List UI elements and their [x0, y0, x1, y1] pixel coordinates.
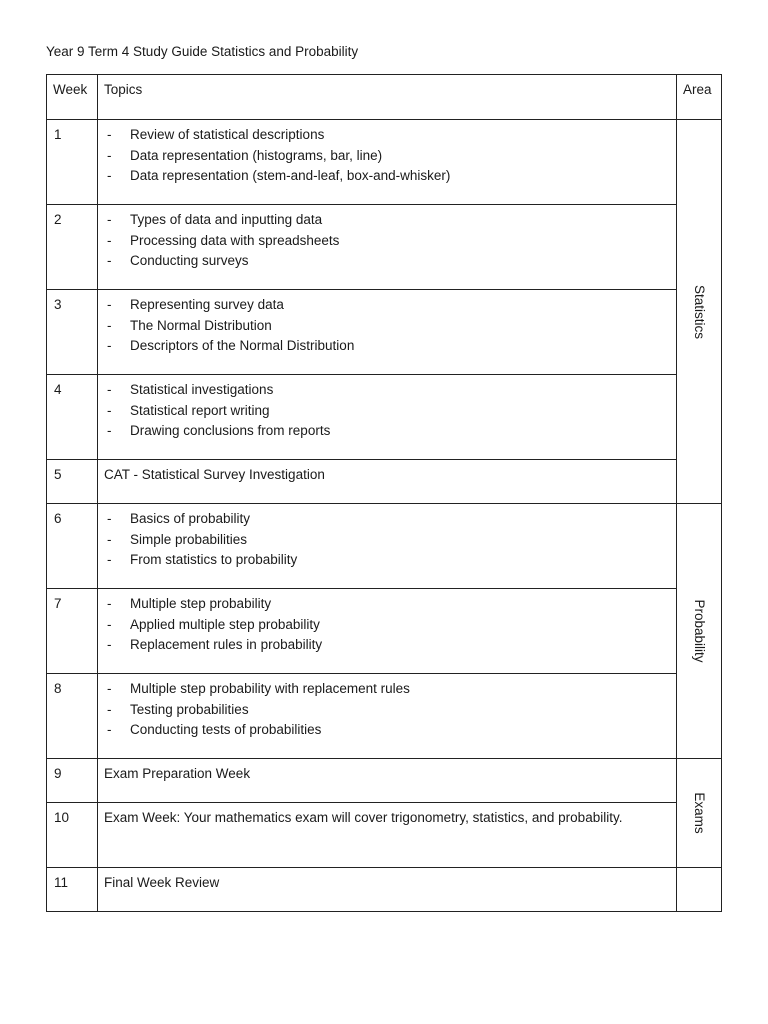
- area-label-exams: Exams: [692, 792, 707, 834]
- week-number: 1: [47, 120, 98, 205]
- topics-cell: [98, 589, 677, 674]
- topics-cell: Exam Week: Your mathematics exam will cover trigonometry, statistics, and probability.: [98, 803, 677, 868]
- bullet-dash: -: [107, 147, 112, 163]
- topic-text: Statistical investigations: [130, 382, 274, 397]
- topic-item: [104, 720, 670, 741]
- bullet-dash: -: [107, 531, 112, 547]
- topics-cell: [98, 120, 677, 205]
- topic-text: Conducting surveys: [130, 253, 249, 268]
- topic-text: From statistics to probability: [130, 552, 298, 567]
- table-row: [47, 674, 722, 759]
- topic-list: [104, 509, 670, 571]
- topics-cell: [98, 674, 677, 759]
- topic-item: [104, 421, 670, 442]
- bullet-dash: -: [107, 552, 112, 567]
- topic-list: [104, 679, 670, 741]
- week-number: 9: [47, 759, 98, 803]
- page-title: Year 9 Term 4 Study Guide Statistics and Probability: [46, 44, 359, 59]
- table-row: [47, 375, 722, 460]
- table-row: [47, 205, 722, 290]
- week-number: 4: [47, 375, 98, 460]
- topic-item: [104, 401, 670, 422]
- topic-item: [104, 550, 670, 571]
- topic-text: Simple probabilities: [130, 531, 248, 547]
- topic-item: [104, 700, 670, 721]
- header-topics: Topics: [98, 75, 677, 120]
- topic-text: Multiple step probability with replacement rules: [130, 681, 410, 696]
- topic-item: [104, 679, 670, 700]
- bullet-dash: -: [107, 127, 112, 142]
- topic-item: [104, 166, 670, 187]
- week-number: 7: [47, 589, 98, 674]
- table-row: [47, 460, 722, 504]
- topic-text: Conducting tests of probabilities: [130, 722, 322, 737]
- topics-cell: [98, 290, 677, 375]
- topics-cell: [98, 205, 677, 290]
- topics-cell: CAT - Statistical Survey Investigation: [98, 460, 677, 504]
- topic-list: [104, 594, 670, 656]
- table-row: [47, 290, 722, 375]
- header-area: Area: [677, 75, 722, 120]
- area-label-statistics: Statistics: [692, 284, 707, 339]
- bullet-dash: -: [107, 297, 112, 312]
- table-row: [47, 120, 722, 205]
- topic-text: The Normal Distribution: [130, 317, 272, 333]
- bullet-dash: -: [107, 168, 112, 183]
- bullet-dash: -: [107, 511, 112, 526]
- bullet-dash: -: [107, 212, 112, 227]
- topic-text: Data representation (histograms, bar, line): [130, 147, 383, 163]
- topic-item: [104, 615, 670, 636]
- bullet-dash: -: [107, 722, 112, 737]
- week-number: 5: [47, 460, 98, 504]
- area-cell-exams: [677, 759, 722, 868]
- topic-text: Testing probabilities: [130, 701, 249, 717]
- topic-list: [104, 125, 670, 187]
- bullet-dash: -: [107, 338, 112, 353]
- bullet-dash: -: [107, 253, 112, 268]
- topic-text: Data representation (stem-and-leaf, box-and-whisker): [130, 168, 451, 183]
- topic-list: [104, 380, 670, 442]
- topic-text: Drawing conclusions from reports: [130, 423, 331, 438]
- table-header-row: [47, 75, 722, 120]
- table-row: [47, 803, 722, 868]
- topic-text: Descriptors of the Normal Distribution: [130, 338, 355, 353]
- topic-item: [104, 231, 670, 252]
- bullet-dash: -: [107, 681, 112, 696]
- topic-item: [104, 295, 670, 316]
- bullet-dash: -: [107, 232, 112, 248]
- topic-item: [104, 251, 670, 272]
- table-row: [47, 589, 722, 674]
- topic-item: [104, 530, 670, 551]
- topic-list: [104, 210, 670, 272]
- topic-item: [104, 316, 670, 337]
- bullet-dash: -: [107, 637, 112, 652]
- bullet-dash: -: [107, 317, 112, 333]
- bullet-dash: -: [107, 423, 112, 438]
- topics-cell: Final Week Review: [98, 868, 677, 912]
- topic-item: [104, 146, 670, 167]
- topic-item: [104, 336, 670, 357]
- topic-text: Multiple step probability: [130, 596, 272, 611]
- bullet-dash: -: [107, 596, 112, 611]
- bullet-dash: -: [107, 382, 112, 397]
- topic-item: [104, 210, 670, 231]
- week-number: 10: [47, 803, 98, 868]
- bullet-dash: -: [107, 616, 112, 632]
- topic-item: [104, 125, 670, 146]
- study-guide-table: [46, 74, 722, 912]
- week-number: 2: [47, 205, 98, 290]
- topic-text: Applied multiple step probability: [130, 616, 320, 632]
- week-number: 3: [47, 290, 98, 375]
- topic-text: Basics of probability: [130, 511, 251, 526]
- topics-cell: Exam Preparation Week: [98, 759, 677, 803]
- topics-cell: [98, 375, 677, 460]
- area-label-probability: Probability: [692, 599, 707, 663]
- area-cell-probability: [677, 504, 722, 759]
- header-week: Week: [47, 75, 98, 120]
- area-cell-statistics: [677, 120, 722, 504]
- topic-list: [104, 295, 670, 357]
- topic-text: Representing survey data: [130, 297, 284, 312]
- table-row: [47, 868, 722, 912]
- topics-cell: [98, 504, 677, 589]
- topic-text: Types of data and inputting data: [130, 212, 323, 227]
- topic-item: [104, 380, 670, 401]
- table-row: [47, 759, 722, 803]
- topic-item: [104, 635, 670, 656]
- topic-text: Replacement rules in probability: [130, 637, 323, 652]
- topic-item: [104, 509, 670, 530]
- bullet-dash: -: [107, 402, 112, 418]
- week-number: 8: [47, 674, 98, 759]
- topic-item: [104, 594, 670, 615]
- topic-text: Processing data with spreadsheets: [130, 232, 340, 248]
- topic-text: Review of statistical descriptions: [130, 127, 325, 142]
- week-number: 11: [47, 868, 98, 912]
- table-row: [47, 504, 722, 589]
- area-cell-empty: [677, 868, 722, 912]
- topic-text: Statistical report writing: [130, 402, 270, 418]
- week-number: 6: [47, 504, 98, 589]
- bullet-dash: -: [107, 701, 112, 717]
